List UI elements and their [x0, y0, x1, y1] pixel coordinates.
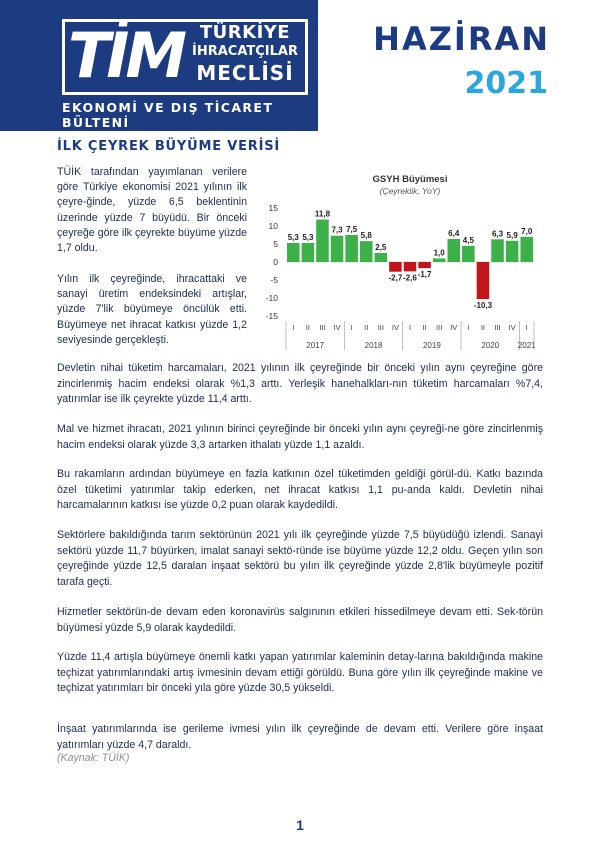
bar [462, 246, 475, 262]
quarter-label: III [436, 323, 443, 332]
logo-line-1: TÜRKİYE [199, 22, 291, 43]
data-label: 2,5 [375, 243, 387, 252]
quarter-label: II [305, 323, 310, 332]
data-label: 6,3 [491, 229, 504, 239]
chart-subtitle: (Çeyreklik, YoY) [379, 186, 441, 196]
data-label: 5,3 [287, 232, 299, 242]
bar [477, 262, 490, 299]
quarter-label: IV [450, 323, 458, 332]
y-tick-label: -15 [265, 311, 278, 321]
bar [287, 243, 300, 262]
bar [433, 258, 446, 262]
year-label: 2020 [481, 341, 500, 350]
data-label: -1,7 [417, 270, 432, 280]
bar [389, 262, 402, 272]
data-label: 7,3 [331, 225, 343, 235]
data-label: 5,9 [506, 230, 518, 240]
y-tick-label: 0 [273, 257, 278, 267]
quarter-label: II [480, 323, 486, 332]
quarter-label: II [364, 323, 369, 332]
data-label: 1,0 [433, 248, 445, 258]
paragraph-contributions: Bu rakamların ardından büyümeye en fazla katkının özel tüketimden geldiği görül-dü. Katkı bazında özel tüketimi yatırımlar takip ederken, net ihracat katkısı 1,1 pu-anda kaldı. Devletin nihai harcamalarının katkısı ise yüzde 0,2 puan olarak kaydedildi. [57, 468, 543, 512]
source-note: (Kaynak: TÜİK) [57, 752, 130, 764]
y-tick-label: 10 [268, 221, 278, 231]
quarter-label: III [319, 323, 326, 332]
chart-title: GSYH Büyümesi [372, 174, 448, 185]
quarter-label: I [467, 323, 470, 332]
paragraph-sectors: Sektörlere bakıldığında tarım sektörünün 2021 yılı ilk çeyreğinde yüzde 7,5 büyüdüğü izlendi. Sanayi sektörü yüzde 11,7 büyürken, imalat sanayi sektö-ründe ise büyüme yüzde 12,2 oldu. Geçen yılın son çeyreğinde yüzde 12,5 daralan inşaat sektörü bu yılın ilk çeyreğinde yüzde 2,8'lik büyümeyle pozitif tarafa geçti. [57, 529, 543, 588]
quarter-label: I [408, 323, 412, 332]
logo [0, 0, 318, 131]
quarter-label: I [350, 323, 353, 332]
bar [375, 253, 388, 262]
logo-mark: TİM [68, 19, 184, 92]
logo-line-3: MECLİSİ [196, 61, 294, 85]
data-label: 7,5 [346, 225, 358, 234]
issue-year: 2021 [464, 66, 548, 101]
bar [345, 235, 358, 262]
page-number: 1 [296, 817, 304, 833]
bar [520, 237, 533, 262]
bar [360, 241, 373, 262]
lead-paragraph-1: TÜİK tarafından yayımlanan verilere göre Türkiye ekonomisi 2021 yılının ilk çeyre-ğinde, yüzde 6,5 beklentinin üzerinde yüzde 7 büyüdü. Bir önceki çeyreğe göre ilk çeyrekte büyüme yüzde 1,7 oldu. [57, 166, 247, 255]
paragraph-trade: Mal ve hizmet ihracatı, 2021 yılının birinci çeyreğinde bir önceki yılın aynı çeyreği-ne göre zincirlenmiş hacim endeksi olarak yüzde 3,3 artarken ithalatı yüzde 1,1 azaldı. [57, 423, 543, 451]
data-label: -10,3 [473, 301, 493, 311]
bar [404, 262, 417, 271]
y-tick-label: 15 [268, 203, 278, 213]
quarter-label: IV [508, 323, 516, 332]
quarter-label: IV [391, 323, 399, 332]
data-label: 5,8 [360, 231, 372, 241]
quarter-label: III [377, 323, 384, 332]
gdp-growth-chart [254, 166, 544, 358]
year-label: 2019 [422, 341, 441, 350]
lead-paragraph-2: Yılın ilk çeyreğinde, ihracattaki ve sanayi üretim endeksindeki artışlar, yüzde 7'lik büyümeye öncülük etti. Büyümeye net ihracat katkısı yüzde 1,2 seviyesinde gerçekleşti. [57, 273, 247, 346]
bar [506, 241, 519, 262]
year-label: 2021 [517, 341, 536, 350]
logo-line-2: İHRACATÇILAR [192, 44, 298, 59]
quarter-label: III [494, 323, 501, 332]
paragraph-investment: Yüzde 11,4 artışla büyümeye önemli katkı yapan yatırımlar kaleminin detay-larına bakıldığında makine teçhizat yatırımlarındaki artış ivmesinin devam ettiği görüldü. Buna göre yılın ilk çeyreğinde makine ve teçhizat yatırımları bir önceki yıla göre yüzde 30,5 yükseldi. [57, 651, 543, 695]
quarter-label: II [422, 323, 427, 332]
bulletin-title: EKONOMİ VE DIŞ TİCARET BÜLTENİ [62, 100, 274, 130]
data-label: 6,4 [448, 228, 460, 238]
data-label: -2,7 [388, 273, 403, 283]
year-label: 2017 [306, 341, 325, 350]
data-label: 7,0 [521, 226, 533, 236]
bar [491, 239, 504, 262]
bar [447, 239, 460, 262]
paragraph-services: Hizmetler sektörün-de devam eden koronavirüs salgınının etkileri hissedilmeye devam etti. Sek-törün büyümesi yüzde 5,9 olarak kaydedildi. [57, 606, 543, 634]
year-label: 2018 [364, 341, 383, 350]
bar [302, 243, 315, 262]
quarter-label: I [525, 323, 528, 332]
bar [316, 220, 329, 262]
paragraph-consumption: Devletin nihai tüketim harcamaları, 2021 yılının ilk çeyreğinde bir önceki yılın aynı çeyreğine göre zincirlenmiş hacim endeksi olarak %1,3 arttı. Yerleşik hanehalkları-nın tüketim harcamaları %7,4, yatırımlar ise ilk çeyrekte yüzde 11,4 arttı. [57, 362, 543, 406]
logo-text [185, 22, 305, 86]
bar [331, 236, 344, 262]
data-label: -2,6 [403, 273, 417, 283]
data-label: 11,8 [314, 209, 331, 219]
y-tick-label: -10 [265, 293, 278, 303]
data-label: 5,3 [302, 232, 314, 242]
y-tick-label: 5 [273, 239, 278, 249]
issue-month: HAZİRAN [373, 20, 550, 58]
quarter-label: I [292, 323, 295, 332]
bar [418, 262, 431, 268]
quarter-label: IV [333, 323, 341, 332]
header-banner [0, 0, 600, 131]
paragraph-construction: İnşaat yatırımlarında ise gerileme ivmesi yılın ilk çeyreğinde de devam etti. Verilere göre inşaat yatırımları yüzde 4,7 daraldı. [57, 723, 543, 751]
data-label: 4,5 [462, 235, 474, 245]
y-tick-label: -5 [270, 275, 278, 285]
section-title: İLK ÇEYREK BÜYÜME VERİSİ [57, 139, 281, 154]
